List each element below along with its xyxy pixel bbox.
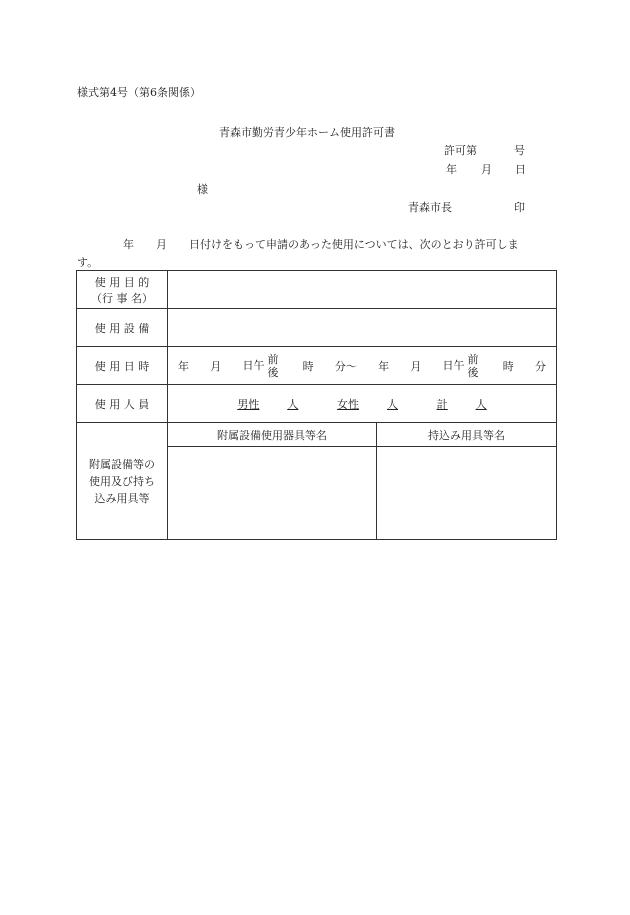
male-count[interactable]: 男性 人 bbox=[237, 397, 299, 411]
equipment-header-row bbox=[77, 423, 557, 447]
brought-items-field[interactable] bbox=[377, 447, 557, 540]
seal-mark: 印 bbox=[514, 201, 525, 214]
issuer-name: 青森市長 bbox=[408, 201, 452, 214]
people-label: 使 用 人 員 bbox=[77, 385, 168, 423]
document-title: 青森市勤労青少年ホーム使用許可書 bbox=[219, 126, 395, 139]
issue-date-month: 月 bbox=[481, 163, 492, 176]
form-code: 様式第4号（第6条関係） bbox=[77, 86, 201, 99]
body-text: 日付けをもって申請のあった使用については、次のとおり許可しま bbox=[189, 238, 519, 251]
facility-field[interactable] bbox=[168, 309, 557, 347]
permit-table bbox=[76, 270, 557, 540]
body-text-line1 bbox=[123, 236, 519, 252]
issue-date-day: 日 bbox=[515, 163, 526, 176]
purpose-row bbox=[77, 271, 557, 309]
body-month: 月 bbox=[156, 238, 167, 251]
female-count[interactable]: 女性 人 bbox=[336, 397, 398, 411]
purpose-field[interactable] bbox=[168, 271, 557, 309]
issue-date-year: 年 bbox=[446, 163, 457, 176]
attached-equipment-field[interactable] bbox=[168, 447, 377, 540]
equipment-label: 附属設備等の 使用及び持ち 込み用具等 bbox=[77, 423, 168, 540]
attached-equipment-header: 附属設備使用器具等名 bbox=[168, 423, 377, 447]
datetime-label: 使 用 日 時 bbox=[77, 347, 168, 385]
facility-row bbox=[77, 309, 557, 347]
body-year: 年 bbox=[123, 238, 134, 251]
brought-items-header: 持込み用具等名 bbox=[377, 423, 557, 447]
total-count[interactable]: 計 人 bbox=[436, 397, 487, 411]
datetime-field[interactable]: 年 月 日午 前 後 時 分〜 年 月 日午 前 後 時 分 bbox=[168, 347, 557, 385]
purpose-label: 使 用 目 的 （行 事 名） bbox=[77, 271, 168, 309]
permit-number-label: 許可第 bbox=[444, 144, 477, 157]
people-field[interactable] bbox=[168, 385, 557, 423]
addressee-suffix: 様 bbox=[197, 183, 208, 196]
body-text-line2: す。 bbox=[77, 256, 99, 269]
people-row bbox=[77, 385, 557, 423]
datetime-row bbox=[77, 347, 557, 385]
permit-number-suffix: 号 bbox=[514, 144, 525, 157]
facility-label: 使 用 設 備 bbox=[77, 309, 168, 347]
